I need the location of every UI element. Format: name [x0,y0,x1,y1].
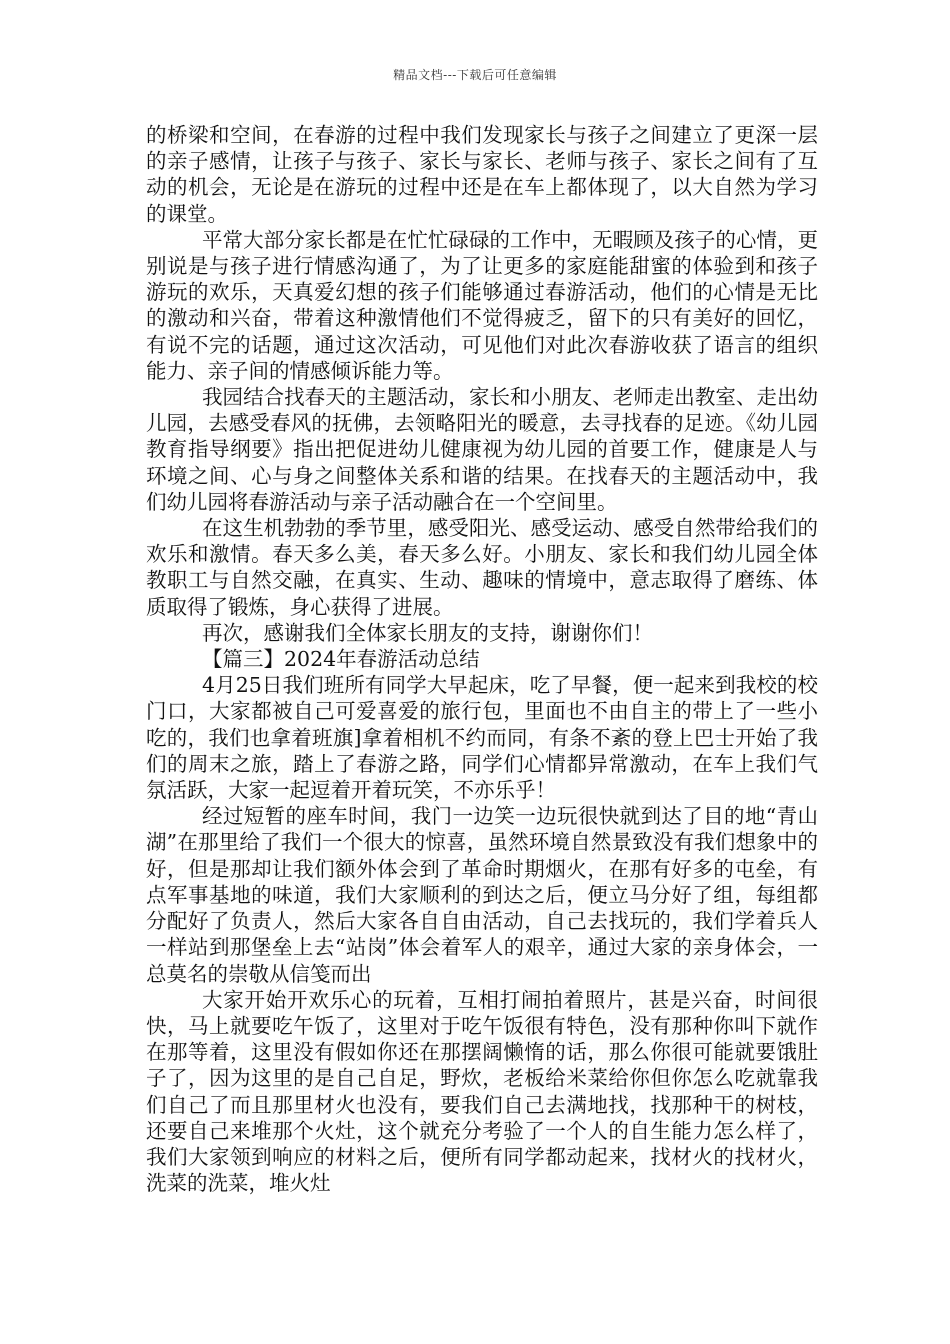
paragraph: 我园结合找春天的主题活动，家长和小朋友、老师走出教室、走出幼儿园，去感受春风的抚佛，去领略阳光的暖意，去寻找春的足迹。《幼儿园教育指导纲要》指出把促进幼儿健康视为幼儿园的首要工作，健康是人与环境之间、心与身之间整体关系和谐的结果。在找春天的主题活动中，我们幼儿园将春游活动与亲子活动融合在一个空间里。 [146,385,818,514]
paragraph: 再次，感谢我们全体家长朋友的支持，谢谢你们！ [202,620,653,645]
paragraph: 在这生机勃勃的季节里，感受阳光、感受运动、感受自然带给我们的欢乐和激情。春天多么美，春天多么好。小朋友、家长和我们幼儿园全体教职工与自然交融，在真实、生动、趣味的情境中，意志取得了磨练、体质取得了锻炼，身心获得了进展。 [146,516,818,619]
page-header: 精品文档---下载后可任意编辑 [393,68,557,82]
paragraph: 平常大部分家长都是在忙忙碌碌的工作中，无暇顾及孩子的心情，更别说是与孩子进行情感沟通了，为了让更多的家庭能甜蜜的体验到和孩子游玩的欢乐，天真爱幻想的孩子们能够通过春游活动，他们的心情是无比的激动和兴奋，带着这种激情他们不觉得疲乏，留下的只有美好的回忆，有说不完的话题，通过这次活动，可见他们对此次春游收获了语言的组织能力、亲子间的情感倾诉能力等。 [146,227,818,383]
paragraph: 经过短暂的座车时间，我门一边笑一边玩很快就到达了目的地“青山湖”在那里给了我们一个很大的惊喜，虽然环境自然景致没有我们想象中的好，但是那却让我们额外体会到了革命时期烟火，在那有好多的屯垒，有点军事基地的味道，我们大家顺利的到达之后，便立马分好了组，每组都分配好了负责人，然后大家各自自由活动，自己去找玩的，我们学着兵人一样站到那堡垒上去“站岗”体会着军人的艰辛，通过大家的亲身体会，一总莫名的崇敬从信笺而出 [146,804,818,986]
paragraph: 的桥梁和空间，在春游的过程中我们发现家长与孩子之间建立了更深一层的亲子感情，让孩子与孩子、家长与家长、老师与孩子、家长之间有了互动的机会，无论是在游玩的过程中还是在车上都体现了，以大自然为学习的课堂。 [146,123,818,226]
document-body [146,122,818,1196]
paragraph: 4月25日我们班所有同学大早起床，吃了早餐，便一起来到我校的校门口，大家都被自己可爱喜爱的旅行包，里面也不由自主的带上了一些小吃的，我们也拿着班旗]拿着相机不约而同，有条不紊的登上巴士开始了我们的周末之旅，踏上了春游之路，同学们心情都异常激动，在车上我们气氛活跃，大家一起逗着开着玩笑，不亦乐乎！ [146,673,818,803]
section-heading: 【篇三】2024年春游活动总结 [202,647,480,672]
paragraph: 大家开始开欢乐心的玩着，互相打闹拍着照片，甚是兴奋，时间很快，马上就要吃午饭了，这里对于吃午饭很有特色，没有那种你叫下就作在那等着，这里没有假如你还在那摆阔懒惰的话，那么你很可能就要饿肚子了，因为这里的是自己自足，野炊，老板给米菜给你但你怎么吃就靠我们自己了而且那里材火也没有，要我们自己去满地找，找那种干的树枝，还要自己来堆那个火灶，这个就充分考验了一个人的自生能力怎么样了，我们大家领到响应的材料之后，便所有同学都动起来，找材火的找材火，洗菜的洗菜，堆火灶 [146,987,818,1196]
